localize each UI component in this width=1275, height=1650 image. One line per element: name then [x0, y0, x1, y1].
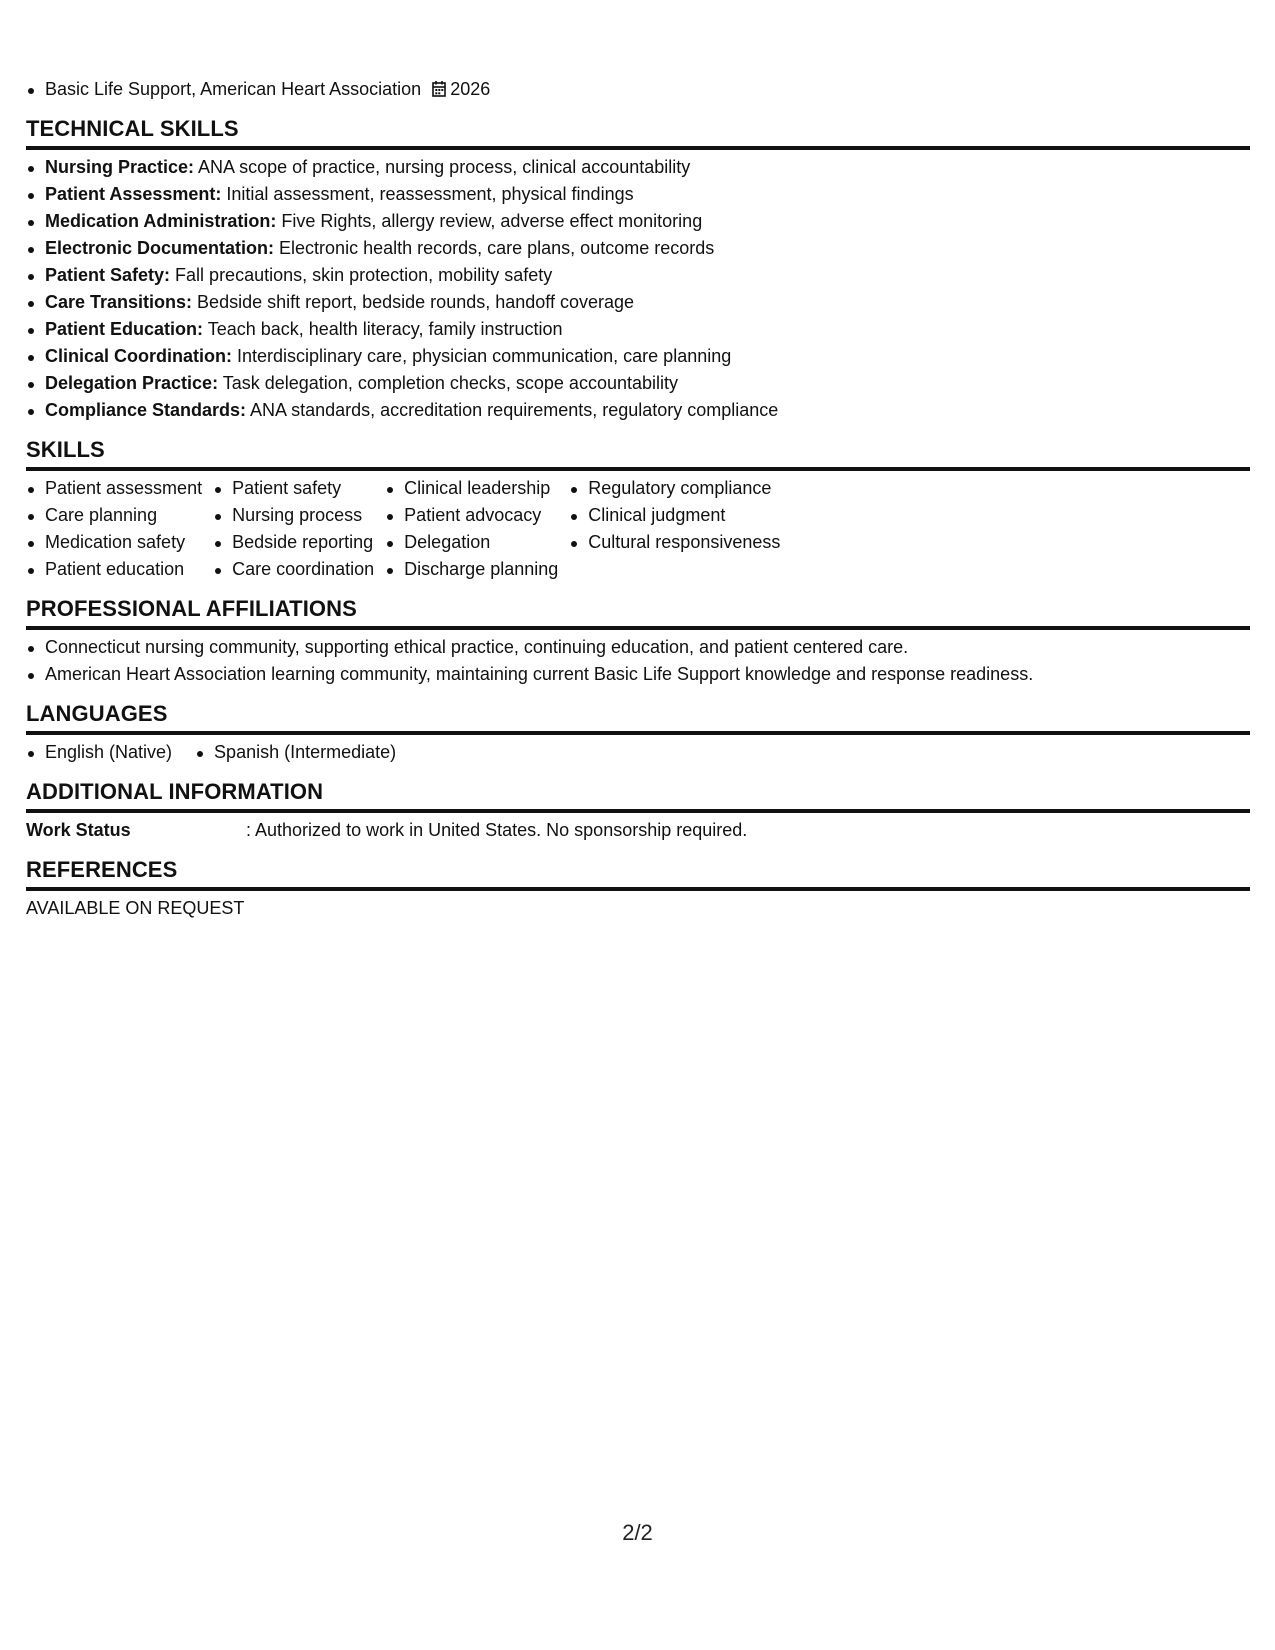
technical-skills-section — [26, 115, 1250, 424]
page-number: 2/2 — [622, 1520, 653, 1545]
skill-item: Clinical judgment — [569, 502, 780, 529]
skill-item: Cultural responsiveness — [569, 529, 780, 556]
languages-list — [26, 739, 1250, 766]
technical-skill-item — [26, 316, 1250, 343]
technical-skill-label: Patient Education: — [45, 319, 204, 339]
skill-item: Patient advocacy — [385, 502, 558, 529]
skill-item: Regulatory compliance — [569, 475, 780, 502]
calendar-icon — [432, 80, 446, 97]
references-section — [26, 856, 1250, 922]
skills-column — [385, 475, 558, 583]
technical-skill-text: ANA scope of practice, nursing process, clinical accountability — [194, 157, 691, 177]
certification-text: Basic Life Support, American Heart Association — [45, 79, 422, 99]
references-heading: REFERENCES — [26, 856, 1250, 891]
skill-item: Care planning — [26, 502, 202, 529]
skill-item: Delegation — [385, 529, 558, 556]
technical-skill-item — [26, 397, 1250, 424]
technical-skill-text: ANA standards, accreditation requirements, regulatory compliance — [246, 400, 779, 420]
skill-item: Bedside reporting — [213, 529, 374, 556]
technical-skill-label: Compliance Standards: — [45, 400, 247, 420]
languages-section — [26, 700, 1250, 766]
certifications-list — [26, 76, 1250, 103]
technical-skill-text: Teach back, health literacy, family instruction — [203, 319, 563, 339]
technical-skill-text: Initial assessment, reassessment, physical findings — [221, 184, 634, 204]
technical-skills-list — [26, 154, 1250, 424]
skills-columns — [26, 471, 1250, 583]
skills-column — [26, 475, 202, 583]
technical-skill-label: Patient Safety: — [45, 265, 171, 285]
affiliations-heading: PROFESSIONAL AFFILIATIONS — [26, 595, 1250, 630]
technical-skill-item — [26, 289, 1250, 316]
language-item: English (Native) — [26, 739, 172, 766]
technical-skill-label: Electronic Documentation: — [45, 238, 275, 258]
affiliations-list — [26, 634, 1250, 688]
technical-skills-heading: TECHNICAL SKILLS — [26, 115, 1250, 150]
technical-skill-item — [26, 343, 1250, 370]
work-status-row — [26, 813, 1250, 844]
technical-skill-item — [26, 181, 1250, 208]
technical-skill-text: Task delegation, completion checks, scope accountability — [218, 373, 678, 393]
work-status-label: Work Status — [26, 820, 131, 840]
affiliations-section — [26, 595, 1250, 688]
skill-item: Patient safety — [213, 475, 374, 502]
technical-skill-label: Medication Administration: — [45, 211, 277, 231]
technical-skill-text: Fall precautions, skin protection, mobility safety — [170, 265, 553, 285]
skill-item: Nursing process — [213, 502, 374, 529]
resume-page — [26, 76, 1250, 922]
technical-skill-item — [26, 154, 1250, 181]
technical-skill-label: Care Transitions: — [45, 292, 193, 312]
technical-skill-item — [26, 208, 1250, 235]
technical-skill-label: Delegation Practice: — [45, 373, 219, 393]
technical-skill-label: Patient Assessment: — [45, 184, 222, 204]
skills-section — [26, 436, 1250, 583]
additional-information-section — [26, 778, 1250, 844]
technical-skill-item — [26, 370, 1250, 397]
language-item: Spanish (Intermediate) — [195, 739, 396, 766]
skill-item: Discharge planning — [385, 556, 558, 583]
technical-skill-text: Bedside shift report, bedside rounds, handoff coverage — [192, 292, 635, 312]
skill-item: Clinical leadership — [385, 475, 558, 502]
work-status-value: : Authorized to work in United States. No sponsorship required. — [246, 820, 748, 840]
additional-information-heading: ADDITIONAL INFORMATION — [26, 778, 1250, 813]
technical-skill-item — [26, 235, 1250, 262]
technical-skill-item — [26, 262, 1250, 289]
technical-skill-text: Five Rights, allergy review, adverse effect monitoring — [276, 211, 703, 231]
skills-column — [569, 475, 780, 583]
technical-skill-text: Electronic health records, care plans, outcome records — [274, 238, 715, 258]
technical-skill-text: Interdisciplinary care, physician communication, care planning — [232, 346, 732, 366]
references-text: AVAILABLE ON REQUEST — [26, 898, 245, 918]
affiliation-item: American Heart Association learning community, maintaining current Basic Life Support knowledge and response readiness. — [26, 661, 1250, 688]
certification-item — [26, 76, 1250, 103]
skills-heading: SKILLS — [26, 436, 1250, 471]
skill-item: Patient assessment — [26, 475, 202, 502]
skill-item: Medication safety — [26, 529, 202, 556]
affiliation-item: Connecticut nursing community, supporting ethical practice, continuing education, and patient centered care. — [26, 634, 1250, 661]
certification-year: 2026 — [450, 79, 491, 99]
skill-item: Patient education — [26, 556, 202, 583]
technical-skill-label: Clinical Coordination: — [45, 346, 232, 366]
languages-heading: LANGUAGES — [26, 700, 1250, 735]
skill-item: Care coordination — [213, 556, 374, 583]
technical-skill-label: Nursing Practice: — [45, 157, 195, 177]
skills-column — [213, 475, 374, 583]
